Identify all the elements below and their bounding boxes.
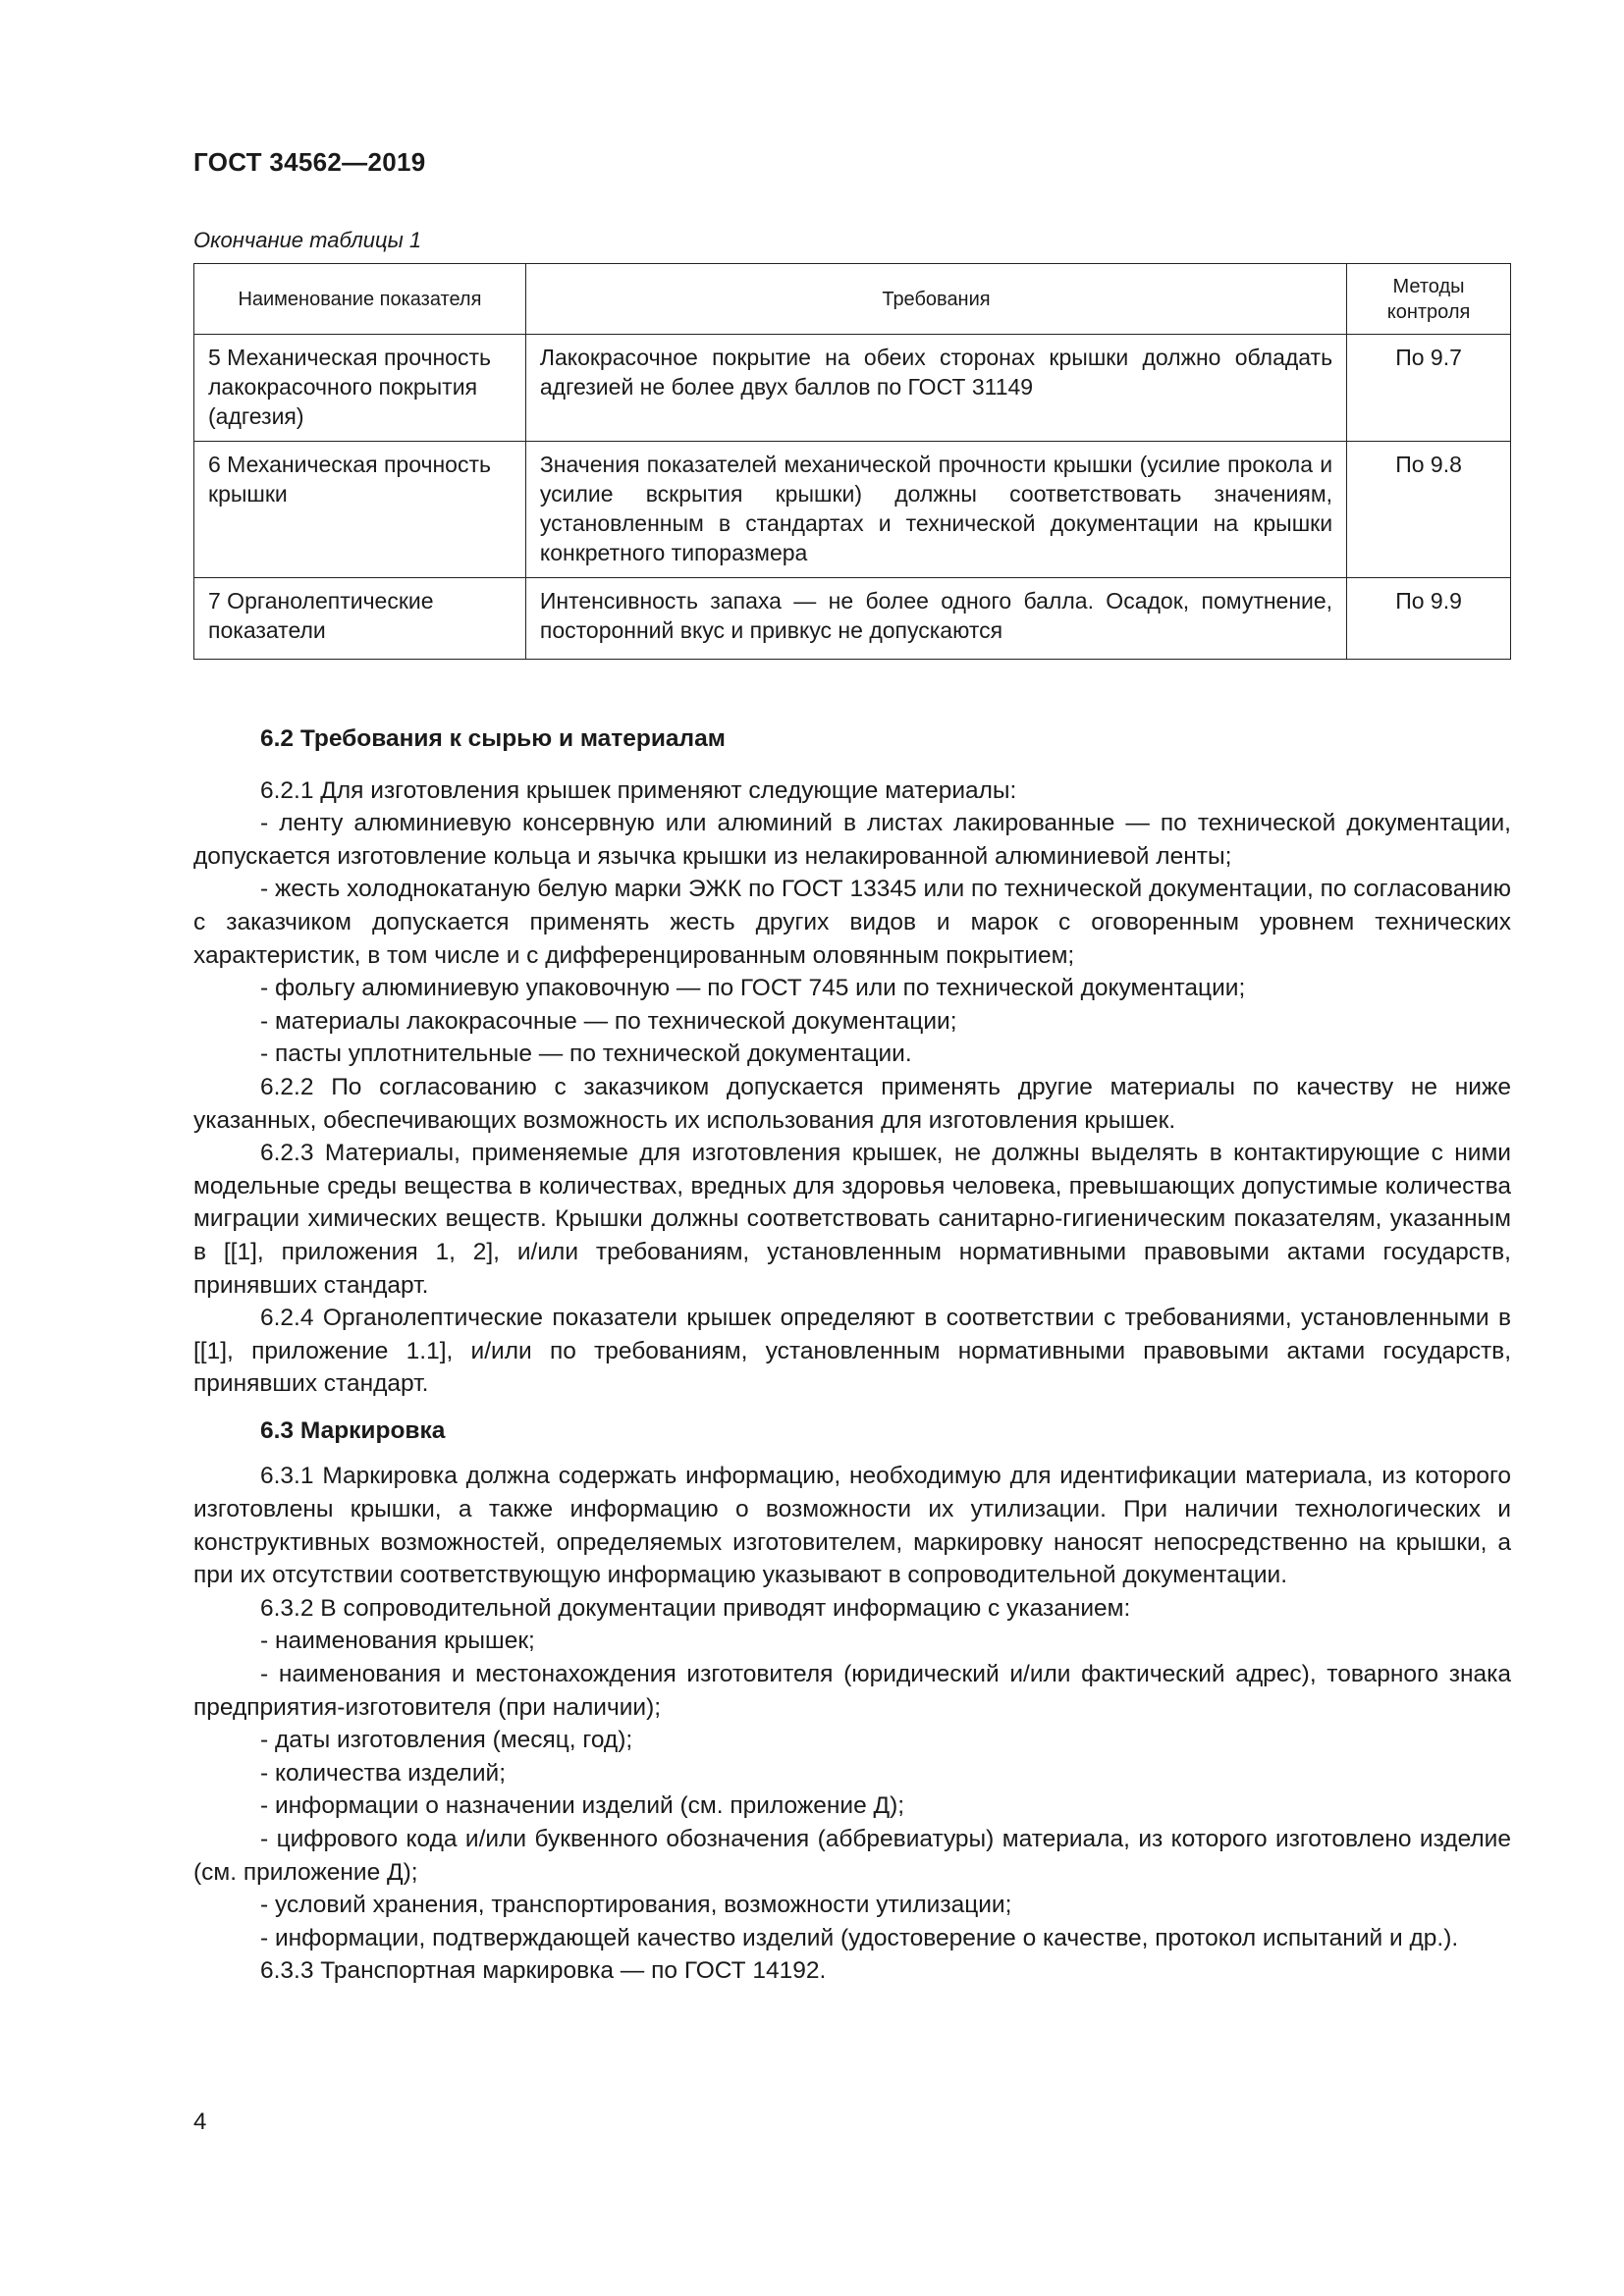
indicator-method: По 9.7: [1347, 335, 1511, 442]
paragraph: 6.2.3 Материалы, применяемые для изготовления крышек, не должны выделять в контактирующие с ними модельные среды вещества в количествах, вредных для здоровья человека, превышающих допустимые количества миграции химических веществ. Крышки должны соответствовать санитарно-гигиеническим показателям, указанным в [[1], приложения 1, 2], и/или требованиям, установленным нормативными правовыми актами государств, принявших стандарт.: [193, 1140, 1511, 1299]
indicator-requirement: Значения показателей механической прочности крышки (усилие прокола и усилие вскрытия крышки) должны соответствовать значениям, установленным в стандартах и технической документации на крышки конкретного типоразмера: [525, 442, 1346, 578]
list-item: - наименования крышек;: [260, 1628, 535, 1655]
list-item: - даты изготовления (месяц, год);: [260, 1727, 633, 1754]
paragraph: 6.2.4 Органолептические показатели крышек определяют в соответствии с требованиями, установленными в [[1], приложение 1.1], и/или по требованиям, установленным нормативными правовыми актами государств, принявших стандарт.: [193, 1305, 1511, 1398]
paragraph: 6.3.3 Транспортная маркировка — по ГОСТ 14192.: [260, 1957, 827, 1985]
section-heading-6-3: 6.3 Маркировка: [260, 1416, 446, 1444]
column-header-methods: Методы контроля: [1347, 264, 1511, 335]
indicator-method: По 9.8: [1347, 442, 1511, 578]
paragraph: 6.2.2 По согласованию с заказчиком допускается применять другие материалы по качеству не ниже указанных, обеспечивающих возможность их использования для изготовления крышек.: [193, 1073, 1511, 1134]
document-body: [193, 722, 1511, 1988]
list-item: - наименования и местонахождения изготовителя (юридический и/или фактический адрес), товарного знака предприятия-изготовителя (при наличии);: [193, 1661, 1511, 1721]
list-item: - цифрового кода и/или буквенного обозначения (аббревиатуры) материала, из которого изготовлено изделие (см. приложение Д);: [193, 1826, 1511, 1886]
requirements-table: [193, 263, 1511, 660]
list-item: - информации, подтверждающей качество изделий (удостоверение о качестве, протокол испытаний и др.).: [260, 1924, 1459, 1951]
section-heading-6-2: 6.2 Требования к сырью и материалам: [260, 725, 726, 752]
indicator-requirement: Интенсивность запаха — не более одного балла. Осадок, помутнение, посторонний вкус и привкус не допускаются: [525, 578, 1346, 660]
column-header-requirements: Требования: [525, 264, 1346, 335]
paragraph: 6.2.1 Для изготовления крышек применяют следующие материалы:: [260, 776, 1017, 804]
paragraph: 6.3.1 Маркировка должна содержать информацию, необходимую для идентификации материала, из которого изготовлены крышки, а также информацию о возможности их утилизации. При наличии технологических и конструктивных возможностей, определяемых изготовителем, маркировку наносят непосредственно на крышки, а при их отсутствии соответствующую информацию указывают в сопроводительной документации.: [193, 1463, 1511, 1589]
list-item: - материалы лакокрасочные — по технической документации;: [260, 1007, 957, 1035]
page-number: 4: [193, 2109, 207, 2135]
column-header-name: Наименование показателя: [194, 264, 526, 335]
list-item: - ленту алюминиевую консервную или алюминий в листах лакированные — по технической документации, допускается изготовление кольца и язычка крышки из нелакированной алюминиевой ленты;: [193, 810, 1511, 870]
indicator-name: 5 Механическая прочность лакокрасочного покрытия (адгезия): [194, 335, 526, 442]
list-item: - жесть холоднокатаную белую марки ЭЖК по ГОСТ 13345 или по технической документации, по согласованию с заказчиком допускается применять жесть других видов и марок с оговоренным уровнем технических характеристик, в том числе и с дифференцированным оловянным покрытием;: [193, 876, 1511, 969]
list-item: - пасты уплотнительные — по технической документации.: [260, 1041, 912, 1068]
table-row: [194, 442, 1511, 578]
paragraph: 6.3.2 В сопроводительной документации приводят информацию с указанием:: [260, 1594, 1131, 1622]
table-header-row: [194, 264, 1511, 335]
indicator-name: 7 Органолептические показатели: [194, 578, 526, 660]
document-header: ГОСТ 34562—2019: [193, 147, 426, 177]
indicator-requirement: Лакокрасочное покрытие на обеих сторонах крышки должно обладать адгезией не более двух баллов по ГОСТ 31149: [525, 335, 1346, 442]
list-item: - условий хранения, транспортирования, возможности утилизации;: [260, 1892, 1012, 1919]
list-item: - количества изделий;: [260, 1759, 507, 1787]
list-item: - информации о назначении изделий (см. приложение Д);: [260, 1792, 905, 1820]
indicator-method: По 9.9: [1347, 578, 1511, 660]
table-row: [194, 578, 1511, 660]
table-caption: Окончание таблицы 1: [193, 228, 422, 252]
list-item: - фольгу алюминиевую упаковочную — по ГОСТ 745 или по технической документации;: [260, 975, 1246, 1002]
indicator-name: 6 Механическая прочность крышки: [194, 442, 526, 578]
table-row: [194, 335, 1511, 442]
